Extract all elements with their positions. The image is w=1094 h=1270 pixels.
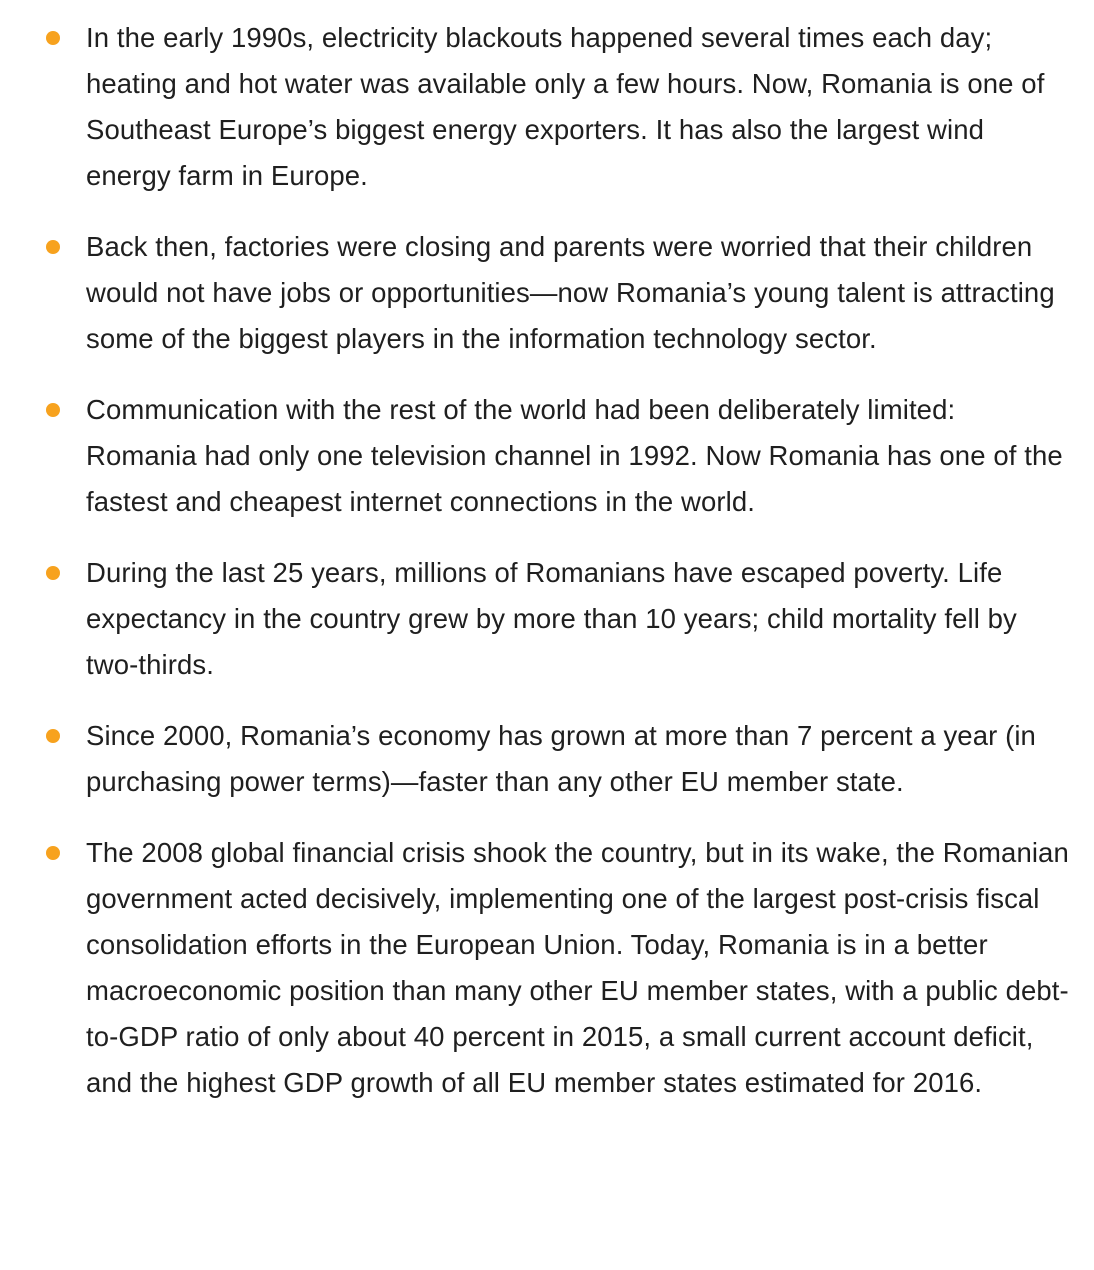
list-item (86, 224, 1070, 362)
list-item-text: In the early 1990s, electricity blackouts happened several times each day; heating and hot water was available only a few hours. Now, Romania is one of Southeast Europe’s biggest energy exporters. It has also the largest wind energy farm in Europe. (86, 22, 1045, 191)
list-item (86, 15, 1070, 199)
bullet-dot-icon (46, 846, 60, 860)
bullet-dot-icon (46, 403, 60, 417)
list-item-text: The 2008 global financial crisis shook the country, but in its wake, the Romanian government acted decisively, implementing one of the largest post-crisis fiscal consolidation efforts in the European Union. Today, Romania is in a better macroeconomic position than many other EU member states, with a public debt-to-GDP ratio of only about 40 percent in 2015, a small current account deficit, and the highest GDP growth of all EU member states estimated for 2016. (86, 837, 1069, 1098)
list-item-text: During the last 25 years, millions of Romanians have escaped poverty. Life expectancy in the country grew by more than 10 years; child mortality fell by two-thirds. (86, 557, 1017, 680)
list-item-text: Back then, factories were closing and parents were worried that their children would not have jobs or opportunities—now Romania’s young talent is attracting some of the biggest players in the information technology sector. (86, 231, 1055, 354)
list-item (86, 550, 1070, 688)
list-item-text: Since 2000, Romania’s economy has grown at more than 7 percent a year (in purchasing power terms)—faster than any other EU member state. (86, 720, 1036, 797)
bullet-dot-icon (46, 729, 60, 743)
list-item-text: Communication with the rest of the world had been deliberately limited: Romania had only one television channel in 1992. Now Romania has one of the fastest and cheapest internet connections in the world. (86, 394, 1063, 517)
bullet-dot-icon (46, 31, 60, 45)
bullet-dot-icon (46, 240, 60, 254)
list-item (86, 387, 1070, 525)
list-item (86, 713, 1070, 805)
list-item (86, 830, 1070, 1106)
bullet-dot-icon (46, 566, 60, 580)
